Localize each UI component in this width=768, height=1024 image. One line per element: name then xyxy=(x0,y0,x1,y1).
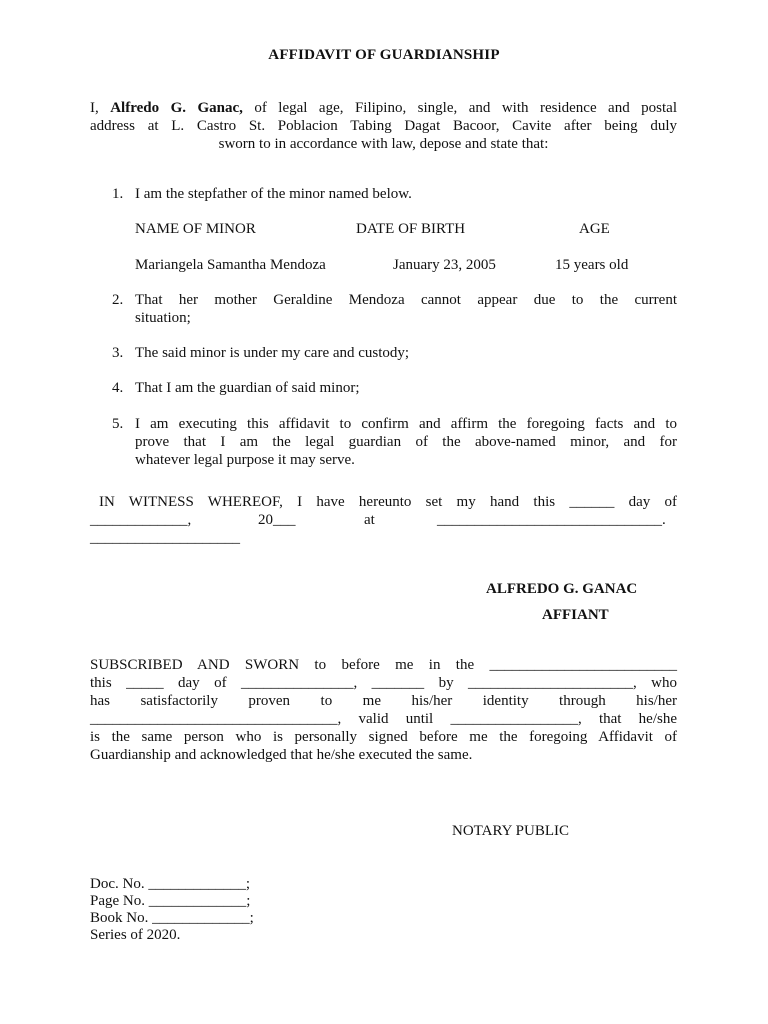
item-text-2: That her mother Geraldine Mendoza cannot appear due to the current situation; xyxy=(135,292,677,326)
header-date-of-birth: DATE OF BIRTH xyxy=(356,221,466,237)
book-no: Book No. _____________; xyxy=(90,910,254,926)
item-number-1: 1. xyxy=(112,186,124,202)
item-text-4: That I am the guardian of said minor; xyxy=(135,380,360,396)
intro-line-3: sworn to in accordance with law, depose and state that: xyxy=(218,136,549,152)
affiant-label: AFFIANT xyxy=(542,607,609,623)
intro-line-2: address at L. Castro St. Poblacion Tabing Dagat Bacoor, Cavite after being duly xyxy=(90,118,677,134)
witness-place-blank: ______________________________. xyxy=(437,512,666,528)
witness-line-2 xyxy=(90,511,677,529)
witness-line-1: IN WITNESS WHEREOF, I have hereunto set my hand this ______ day of xyxy=(99,494,677,510)
minor-age: 15 years old xyxy=(555,257,629,273)
item-text-1: I am the stepfather of the minor named below. xyxy=(135,186,412,202)
item-number-4: 4. xyxy=(112,380,124,396)
minor-date-of-birth: January 23, 2005 xyxy=(393,257,496,273)
doc-no: Doc. No. _____________; xyxy=(90,876,250,892)
witness-line-3: ____________________ xyxy=(90,530,240,546)
minor-name: Mariangela Samantha Mendoza xyxy=(135,257,326,273)
item-number-2: 2. xyxy=(112,292,124,308)
item-text-5: I am executing this affidavit to confirm and affirm the foregoing facts and to prove that I am the legal guardian of the above-named minor, and for whatever legal purpose it may serve. xyxy=(135,416,677,468)
item-number-5: 5. xyxy=(112,416,124,432)
header-name-of-minor: NAME OF MINOR xyxy=(135,221,256,237)
witness-paragraph xyxy=(90,493,677,547)
header-age: AGE xyxy=(579,221,610,237)
document-title: AFFIDAVIT OF GUARDIANSHIP xyxy=(268,47,500,63)
witness-at: at xyxy=(364,512,375,528)
series: Series of 2020. xyxy=(90,927,181,943)
item-text-3: The said minor is under my care and custody; xyxy=(135,345,410,361)
minor-table-header xyxy=(0,220,768,238)
intro-line-1: I, Alfredo G. Ganac, of legal age, Filipino, single, and with residence and postal xyxy=(90,100,678,116)
affiant-name-inline: Alfredo G. Ganac, xyxy=(110,100,243,116)
item-number-3: 3. xyxy=(112,345,124,361)
page-no: Page No. _____________; xyxy=(90,893,251,909)
minor-table-row xyxy=(0,256,768,274)
intro-paragraph xyxy=(90,99,677,153)
sworn-paragraph: SUBSCRIBED AND SWORN to before me in the _________________________ this _____ day of _______________, _______ by ______________________, who has satisfactorily proven to me his/her identity through his/her _________________________________, valid until _________________, that he/she is the same person who is personally signed before me the foregoing Affidavit of Guardianship and acknowledged that he/she executed the same. xyxy=(90,657,677,763)
affiant-name: ALFREDO G. GANAC xyxy=(486,581,638,597)
notary-public-label: NOTARY PUBLIC xyxy=(452,823,570,839)
witness-month-blank: _____________, xyxy=(90,512,192,528)
notarial-register xyxy=(90,875,254,943)
witness-year: 20___ xyxy=(258,512,296,528)
